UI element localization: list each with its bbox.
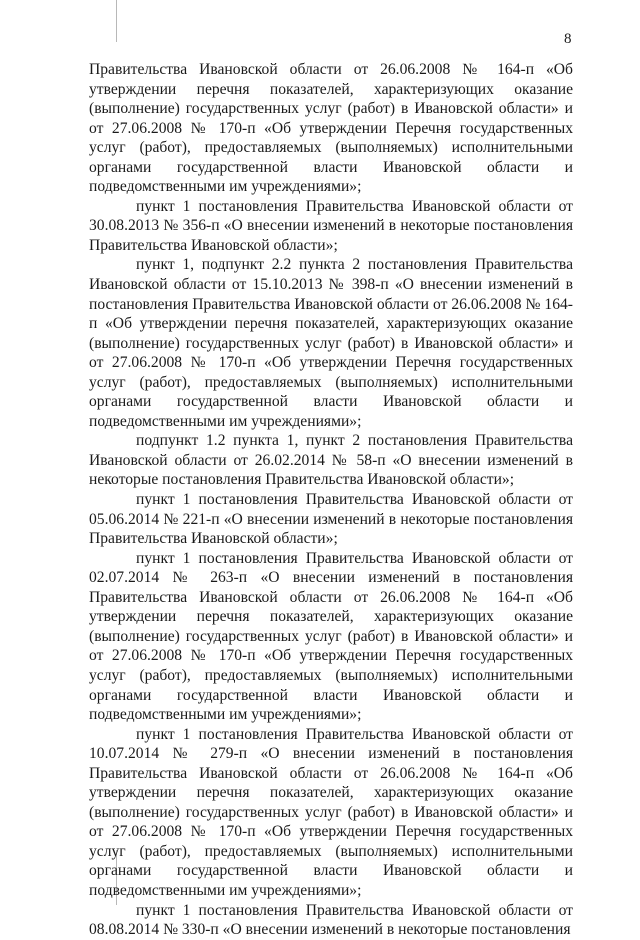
paragraph-item: пункт 1 постановления Правительства Ивановской области от 30.08.2013 № 356-п «О внесении изменений в некоторые постановления Правительства Ивановской области»;: [89, 197, 573, 254]
paragraph-item: пункт 1 постановления Правительства Ивановской области от 02.07.2014 № 263-п «О внесении изменений в постановления Правительства Ивановской области от 26.06.2008 № 164-п «Об утверждении перечня показателей, характеризующих оказание (выполнение) государственных услуг (работ) в Ивановской области» и от 27.06.2008 № 170-п «Об утверждении Перечня государственных услуг (работ), предоставляемых (выполняемых) исполнительными органами государственной власти Ивановской области и подведомственными им учреждениями»;: [89, 549, 573, 724]
paragraph-item: пункт 1, подпункт 2.2 пункта 2 постановления Правительства Ивановской области от 15.10.2013 № 398-п «О внесении изменений в постановления Правительства Ивановской области от 26.06.2008 № 164-п «Об утверждении перечня показателей, характеризующих оказание (выполнение) государственных услуг (работ) в Ивановской области» и от 27.06.2008 № 170-п «Об утверждении Перечня государственных услуг (работ), предоставляемых (выполняемых) исполнительными органами государственной власти Ивановской области и подведомственными им учреждениями»;: [89, 256, 573, 430]
paragraph-item: пункт 1 постановления Правительства Ивановской области от 08.08.2014 № 330-п «О внесении изменений в некоторые постановления: [89, 901, 573, 939]
page-number: 8: [564, 31, 572, 47]
paragraph-item: пункт 1 постановления Правительства Ивановской области от 05.06.2014 № 221-п «О внесении изменений в некоторые постановления Правительства Ивановской области»;: [89, 491, 573, 548]
paragraph-item: пункт 1 постановления Правительства Ивановской области от 10.07.2014 № 279-п «О внесении изменений в постановления Правительства Ивановской области от 26.06.2008 № 164-п «Об утверждении перечня показателей, характеризующих оказание (выполнение) государственных услуг (работ) в Ивановской области» и от 27.06.2008 № 170-п «Об утверждении Перечня государственных услуг (работ), предоставляемых (выполняемых) исполнительными органами государственной власти Ивановской области и подведомственными им учреждениями»;: [89, 725, 573, 899]
scan-edge-mark-top: [116, 0, 117, 42]
paragraph-item: подпункт 1.2 пункта 1, пункт 2 постановления Правительства Ивановской области от 26.02.2014 № 58-п «О внесении изменений в некоторые постановления Правительства Ивановской области»;: [89, 432, 573, 489]
paragraph-continuation: Правительства Ивановской области от 26.06.2008 № 164-п «Об утверждении перечня показателей, характеризующих оказание (выполнение) государственных услуг (работ) в Ивановской области» и от 27.06.2008 № 170-п «Об утверждении Перечня государственных услуг (работ), предоставляемых (выполняемых) исполнительными органами государственной власти Ивановской области и подведомственными им учреждениями»;: [89, 61, 573, 196]
document-body: [89, 60, 573, 940]
